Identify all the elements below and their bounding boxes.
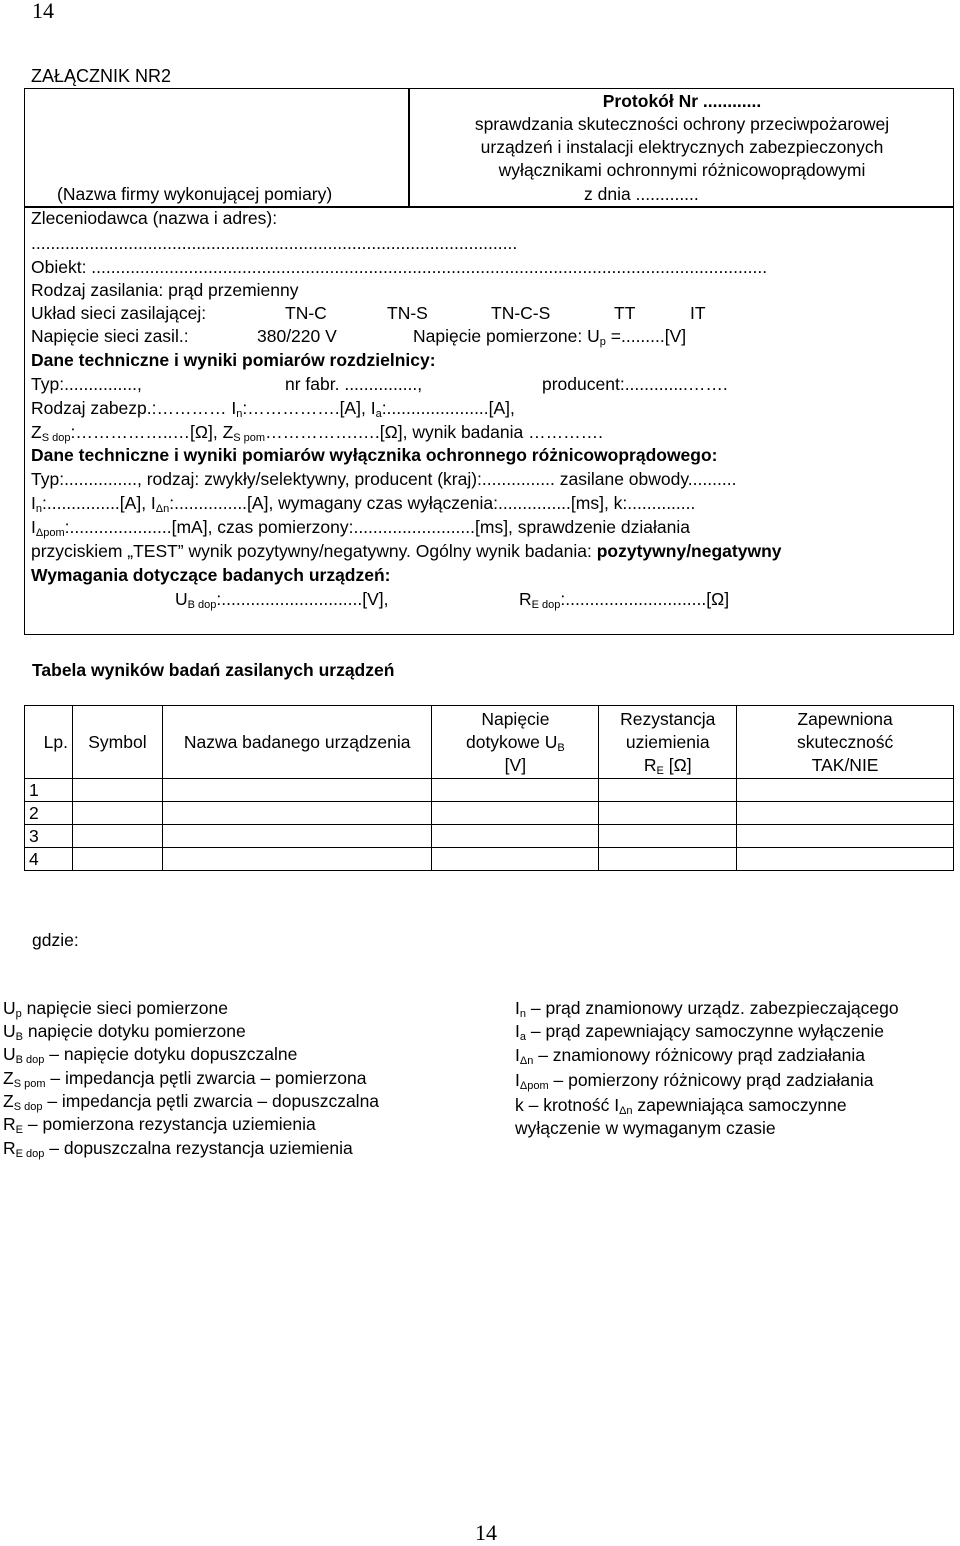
rcd-measured-line[interactable]: $I_{\Delta pom}:.....................[mA]$, czas pomierzony:.........................[ms], sprawdzenie działania xyxy=(31,517,690,539)
protocol-date: z dnia ............. xyxy=(584,184,699,204)
board-header: Dane techniczne i wyniki pomiarów rozdzielnicy: xyxy=(31,350,436,370)
legend-item: $I_n$ – prąd znamionowy urządz. zabezpieczającego xyxy=(515,998,899,1020)
client-label: Zleceniodawca (nazwa i adres): xyxy=(31,208,278,228)
cell-symbol[interactable] xyxy=(72,848,162,871)
object-field[interactable]: Obiekt: ........................................................................................................................................... xyxy=(31,257,768,277)
cell-name[interactable] xyxy=(162,802,432,825)
results-table xyxy=(24,705,954,871)
header-lp: Lp. xyxy=(25,706,73,779)
protocol-subtitle-3: wyłącznikami ochronnymi różnicowoprądowymi xyxy=(498,160,866,180)
legend-item: $I_a$ – prąd zapewniający samoczynne wyłączenie xyxy=(515,1021,884,1043)
protection-line[interactable]: Rodzaj zabezp.:………… $I_n:\dots\dots\dots\dots\dots.[A]$, $I_a:.....................[A]$, xyxy=(31,398,515,420)
row-number: 3 xyxy=(25,825,73,848)
requirements-header: Wymagania dotyczące badanych urządzeń: xyxy=(31,565,391,585)
overall-result[interactable]: pozytywny/negatywny xyxy=(596,541,782,561)
page-number-bottom: 14 xyxy=(475,1520,497,1545)
row-number: 2 xyxy=(25,802,73,825)
cell-ensured[interactable] xyxy=(737,848,954,871)
cell-name[interactable] xyxy=(162,825,432,848)
rcd-type-line[interactable]: Typ:..............., rodzaj: zwykły/selektywny, producent (kraj):............... zasilane obwody.......... xyxy=(31,469,737,489)
legend-item: $R_{E dop}$ – dopuszczalna rezystancja uziemienia xyxy=(3,1138,353,1160)
protocol-title: Protokół Nr ............ xyxy=(602,91,762,111)
row-number: 1 xyxy=(25,779,73,802)
voltage-value: 380/220 V xyxy=(257,326,337,346)
cell-symbol[interactable] xyxy=(72,825,162,848)
legend-item: $U_B$ napięcie dotyku pomierzone xyxy=(3,1021,246,1043)
table-header-row xyxy=(25,706,954,779)
cell-voltage[interactable] xyxy=(432,848,599,871)
network-it[interactable]: IT xyxy=(690,303,706,323)
board-type[interactable]: Typ:..............., xyxy=(31,374,142,394)
network-tn-s[interactable]: TN-S xyxy=(387,303,428,323)
header-name: Nazwa badanego urządzenia xyxy=(162,706,432,779)
table-row xyxy=(25,848,954,871)
legend-item: $I_{\Delta n}$ – znamionowy różnicowy prąd zadziałania xyxy=(515,1045,866,1067)
board-producer[interactable]: producent:.............……. xyxy=(542,374,728,394)
page-number-top: 14 xyxy=(32,0,54,23)
cell-ensured[interactable] xyxy=(737,802,954,825)
header-resistance: Rezystancja uziemienia $R_E$ [Ω] xyxy=(599,706,737,779)
impedance-line[interactable]: $Z_{S dop}:\dots\dots\dots\dots\dots..\dots[\Omega]$, $Z_{S pom}\dots\dots\dots\dots\dots.\dots.[\Omega]$, wynik badania …………. xyxy=(31,422,603,444)
legend-item: wyłączenie w wymaganym czasie xyxy=(515,1118,776,1138)
cell-ensured[interactable] xyxy=(737,779,954,802)
cell-symbol[interactable] xyxy=(72,802,162,825)
rcd-header: Dane techniczne i wyniki pomiarów wyłącznika ochronnego różnicowoprądowego: xyxy=(31,445,718,465)
legend-item: $U_{B dop}$ – napięcie dotyku dopuszczalne xyxy=(3,1044,298,1066)
legend-item: $Z_{S pom}$ – impedancja pętli zwarcia – pomierzona xyxy=(3,1068,367,1090)
client-field[interactable]: .................................................................................................... xyxy=(31,233,518,253)
network-label: Układ sieci zasilającej: xyxy=(31,303,207,323)
protocol-box xyxy=(24,88,954,635)
cell-ensured[interactable] xyxy=(737,825,954,848)
rcd-current-line[interactable]: $I_n:...............[A]$, $I_{\Delta n}:...............[A]$, wymagany czas wyłączenia:...............[ms], k:.............. xyxy=(31,493,696,515)
cell-resistance[interactable] xyxy=(599,779,737,802)
header-ensured: Zapewniona skuteczność TAK/NIE xyxy=(737,706,954,779)
measured-voltage[interactable]: Napięcie pomierzone: $U_p =.........[V]$ xyxy=(413,326,687,348)
table-caption: Tabela wyników badań zasilanych urządzeń xyxy=(32,660,395,680)
cell-name[interactable] xyxy=(162,779,432,802)
table-row xyxy=(25,802,954,825)
row-number: 4 xyxy=(25,848,73,871)
network-tn-c[interactable]: TN-C xyxy=(285,303,327,323)
network-tn-c-s[interactable]: TN-C-S xyxy=(491,303,551,323)
legend-item: $I_{\Delta pom}$ – pomierzony różnicowy prąd zadziałania xyxy=(515,1070,874,1092)
table-row xyxy=(25,779,954,802)
legend-item: $R_E$ – pomierzona rezystancja uziemienia xyxy=(3,1114,316,1136)
header-symbol: Symbol xyxy=(72,706,162,779)
protocol-subtitle-1: sprawdzania skuteczności ochrony przeciwpożarowej xyxy=(474,114,890,134)
protocol-subtitle-2: urządzeń i instalacji elektrycznych zabezpieczonych xyxy=(480,137,884,157)
board-serial[interactable]: nr fabr. ..............., xyxy=(285,374,423,394)
cell-voltage[interactable] xyxy=(432,825,599,848)
legend-item: k – krotność $I_{\Delta n}$ zapewniająca samoczynne xyxy=(515,1095,847,1117)
supply-type: Rodzaj zasilania: prąd przemienny xyxy=(31,280,299,300)
legend-item: $U_p$ napięcie sieci pomierzone xyxy=(3,998,228,1020)
header-voltage: Napięcie dotykowe $U_B$ [V] xyxy=(432,706,599,779)
cell-symbol[interactable] xyxy=(72,779,162,802)
cell-resistance[interactable] xyxy=(599,802,737,825)
company-name-label: (Nazwa firmy wykonującej pomiary) xyxy=(57,184,333,204)
legend-title: gdzie: xyxy=(32,930,79,950)
attachment-title: ZAŁĄCZNIK NR2 xyxy=(31,66,172,86)
requirement-ub[interactable]: $U_{B dop}:.............................[V]$, xyxy=(175,589,389,611)
cell-voltage[interactable] xyxy=(432,802,599,825)
requirement-re[interactable]: $R_{E dop}:.............................[\Omega]$ xyxy=(519,589,730,611)
cell-name[interactable] xyxy=(162,848,432,871)
cell-resistance[interactable] xyxy=(599,825,737,848)
cell-voltage[interactable] xyxy=(432,779,599,802)
legend-item: $Z_{S dop}$ – impedancja pętli zwarcia – dopuszczalna xyxy=(3,1091,380,1113)
table-row xyxy=(25,825,954,848)
voltage-label: Napięcie sieci zasil.: xyxy=(31,326,189,346)
rcd-test-line: przyciskiem „TEST” wynik pozytywny/negatywny. Ogólny wynik badania: pozytywny/negatywny xyxy=(31,541,782,561)
cell-resistance[interactable] xyxy=(599,848,737,871)
network-tt[interactable]: TT xyxy=(614,303,636,323)
